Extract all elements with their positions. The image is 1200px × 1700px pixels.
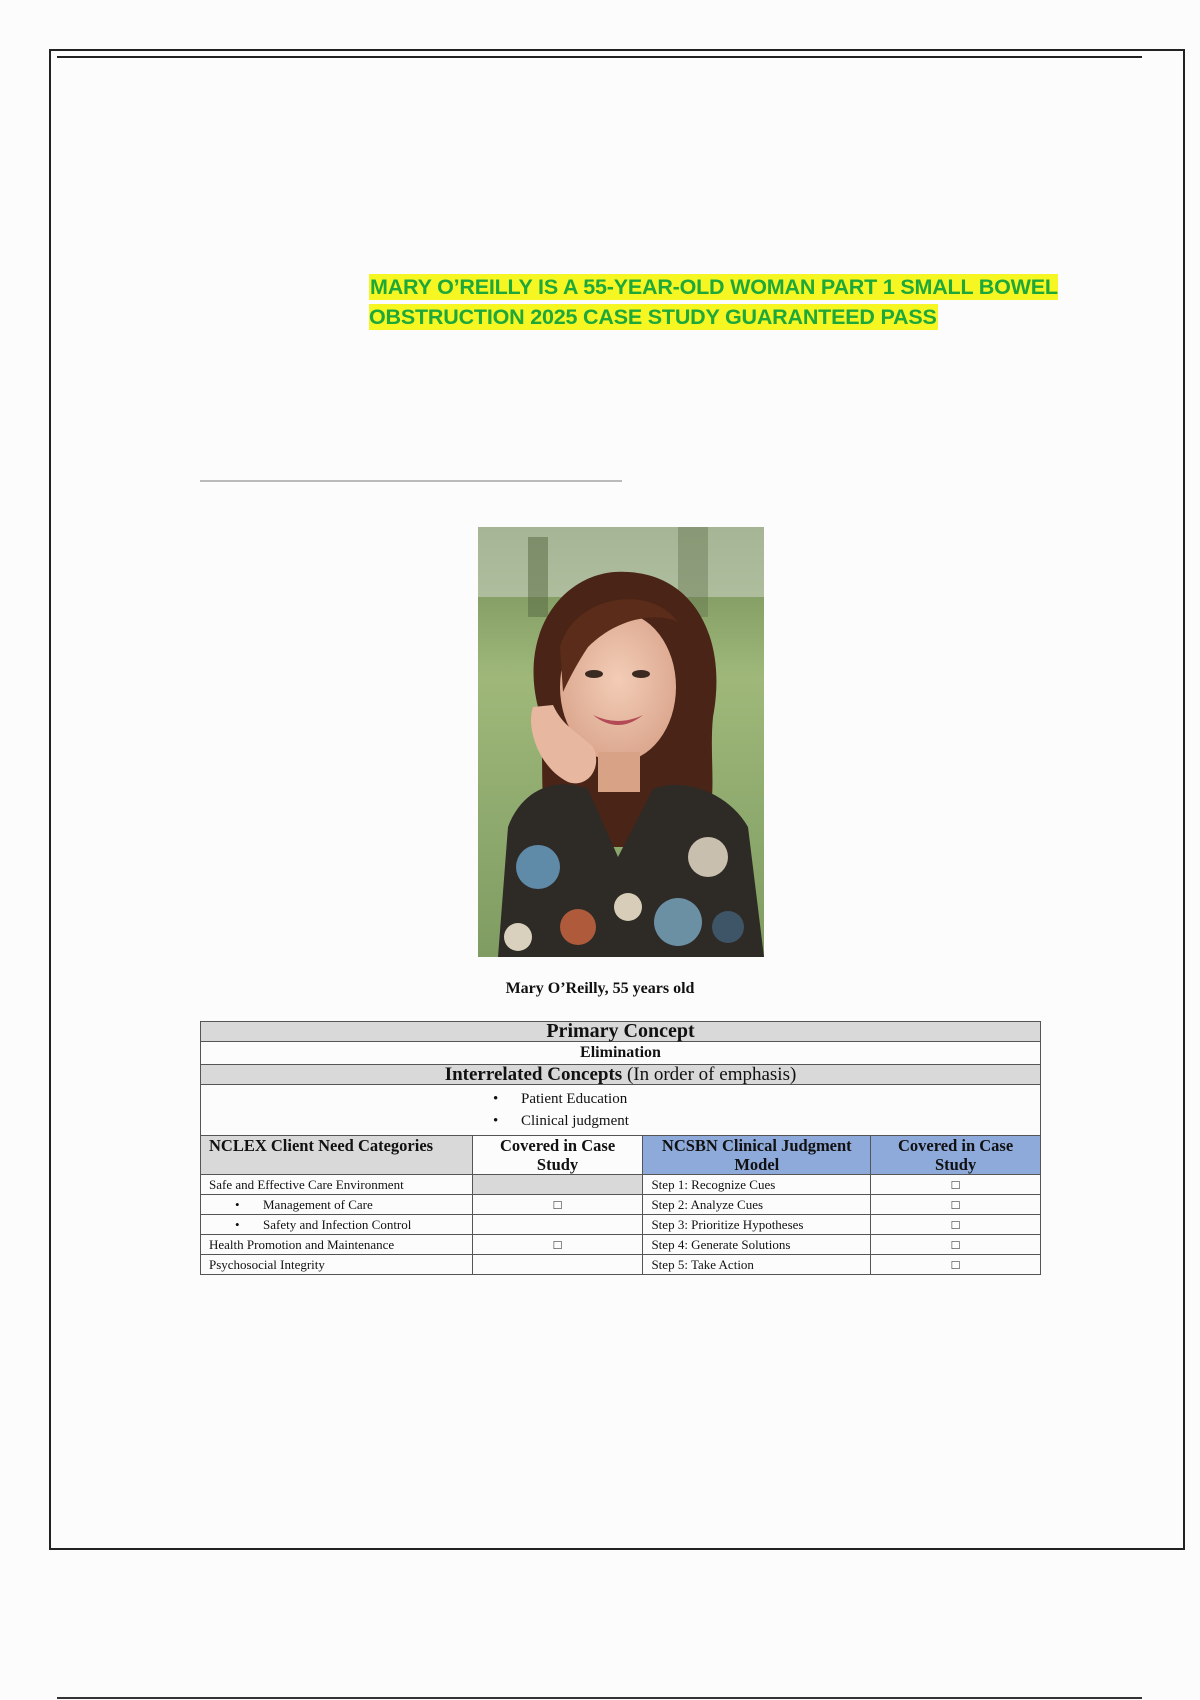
step-cell: Step 4: Generate Solutions <box>643 1235 871 1255</box>
checkbox-icon: □ <box>472 1195 643 1215</box>
list-item: • Clinical judgment <box>493 1113 629 1129</box>
checkbox-icon: □ <box>472 1235 643 1255</box>
table-row <box>201 1215 1041 1235</box>
table-row <box>201 1195 1041 1215</box>
step-cell: Step 3: Prioritize Hypotheses <box>643 1215 871 1235</box>
table-row <box>201 1235 1041 1255</box>
header-covered-1: Covered in Case Study <box>472 1136 643 1175</box>
primary-concept-label: Primary Concept <box>201 1022 1041 1042</box>
table-row <box>201 1255 1041 1275</box>
nclex-cell: • Management of Care <box>201 1195 473 1215</box>
interrelated-label: Interrelated Concepts <box>444 1064 623 1085</box>
checkbox-icon: □ <box>871 1235 1041 1255</box>
nclex-cell: • Safety and Infection Control <box>201 1215 473 1235</box>
step-cell: Step 2: Analyze Cues <box>643 1195 871 1215</box>
checkbox-icon: □ <box>871 1255 1041 1275</box>
covered-cell <box>472 1175 643 1195</box>
interrelated-note: (In order of emphasis) <box>626 1064 797 1085</box>
table-header-row <box>201 1136 1041 1175</box>
step-cell: Step 1: Recognize Cues <box>643 1175 871 1195</box>
header-covered-2: Covered in Case Study <box>871 1136 1041 1175</box>
nclex-cell: Health Promotion and Maintenance <box>201 1235 473 1255</box>
checkbox-icon: □ <box>871 1175 1041 1195</box>
photo-caption: Mary O’Reilly, 55 years old <box>505 980 695 997</box>
header-ncsbn: NCSBN Clinical Judgment Model <box>643 1136 871 1175</box>
header-nclex: NCLEX Client Need Categories <box>201 1136 473 1175</box>
covered-cell <box>472 1255 643 1275</box>
interrelated-header <box>201 1065 1041 1085</box>
table-row <box>201 1175 1041 1195</box>
nclex-cell: Safe and Effective Care Environment <box>201 1175 473 1195</box>
document-title: MARY O’REILLY IS A 55-YEAR-OLD WOMAN PART 1 SMALL BOWEL OBSTRUCTION 2025 CASE STUDY GUARANTEED PASS <box>369 275 1058 329</box>
patient-photo <box>478 527 764 957</box>
case-study-table <box>200 1021 1041 1275</box>
top-rule <box>57 56 1142 58</box>
primary-concept-row <box>201 1022 1041 1042</box>
interrelated-list <box>201 1085 1041 1136</box>
primary-concept-value-row <box>201 1042 1041 1065</box>
list-item: • Patient Education <box>493 1091 628 1107</box>
divider-line <box>200 480 622 482</box>
nclex-cell: Psychosocial Integrity <box>201 1255 473 1275</box>
checkbox-icon: □ <box>871 1215 1041 1235</box>
primary-concept-value: Elimination <box>201 1042 1041 1065</box>
bottom-rule <box>57 1697 1142 1699</box>
step-cell: Step 5: Take Action <box>643 1255 871 1275</box>
interrelated-items-row <box>201 1085 1041 1136</box>
interrelated-header-row <box>201 1065 1041 1085</box>
covered-cell <box>472 1215 643 1235</box>
checkbox-icon: □ <box>871 1195 1041 1215</box>
